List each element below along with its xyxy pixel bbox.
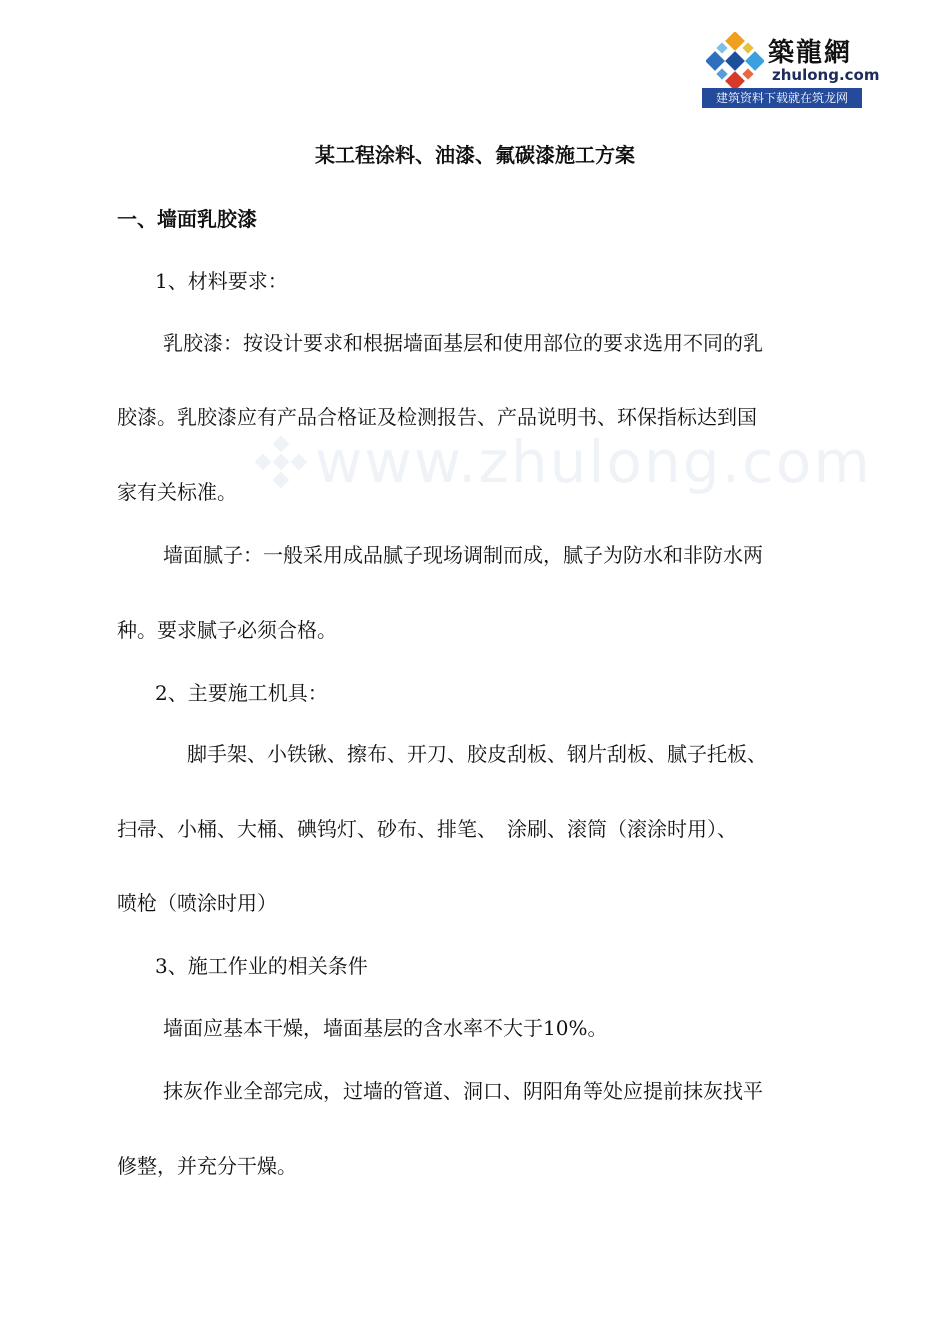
paragraph-latex-line1: 乳胶漆：按设计要求和根据墙面基层和使用部位的要求选用不同的乳	[163, 331, 763, 355]
snowflake-logo-icon	[706, 32, 764, 90]
paragraph-latex-line2: 胶漆。乳胶漆应有产品合格证及检测报告、产品说明书、环保指标达到国	[117, 405, 757, 429]
logo-slogan: 建筑资料下载就在筑龙网	[702, 88, 862, 108]
watermark-snowflake-icon	[255, 436, 307, 488]
paragraph-condition2-line2: 修整，并充分干燥。	[117, 1154, 297, 1178]
watermark	[255, 428, 895, 498]
document-title: 某工程涂料、油漆、氟碳漆施工方案	[315, 143, 635, 167]
logo-name-cn: 築龍網	[768, 38, 853, 68]
paragraph-putty-line1: 墙面腻子：一般采用成品腻子现场调制而成，腻子为防水和非防水两	[163, 543, 763, 567]
paragraph-putty-line2: 种。要求腻子必须合格。	[117, 618, 337, 642]
section-heading-wall-latex: 一、墙面乳胶漆	[117, 207, 257, 231]
paragraph-tools-line3: 喷枪（喷涂时用）	[117, 891, 277, 915]
subheading-main-tools: 2、主要施工机具：	[155, 681, 328, 705]
subheading-material-requirements: 1、材料要求：	[155, 269, 288, 293]
paragraph-tools-line2: 扫帚、小桶、大桶、碘钨灯、砂布、排笔、 涂刷、滚筒（滚涂时用）、	[117, 817, 737, 841]
paragraph-condition1: 墙面应基本干燥，墙面基层的含水率不大于10%。	[163, 1016, 608, 1040]
paragraph-tools-line1: 脚手架、小铁锹、擦布、开刀、胶皮刮板、钢片刮板、腻子托板、	[187, 742, 767, 766]
paragraph-condition2-line1: 抹灰作业全部完成，过墙的管道、洞口、阴阳角等处应提前抹灰找平	[163, 1079, 763, 1103]
zhulong-logo[interactable]	[702, 28, 880, 108]
subheading-work-conditions: 3、施工作业的相关条件	[155, 954, 368, 978]
paragraph-latex-line3: 家有关标准。	[117, 480, 237, 504]
watermark-text: www.zhulong.com	[315, 428, 872, 496]
logo-domain: zhulong.com	[772, 66, 880, 84]
